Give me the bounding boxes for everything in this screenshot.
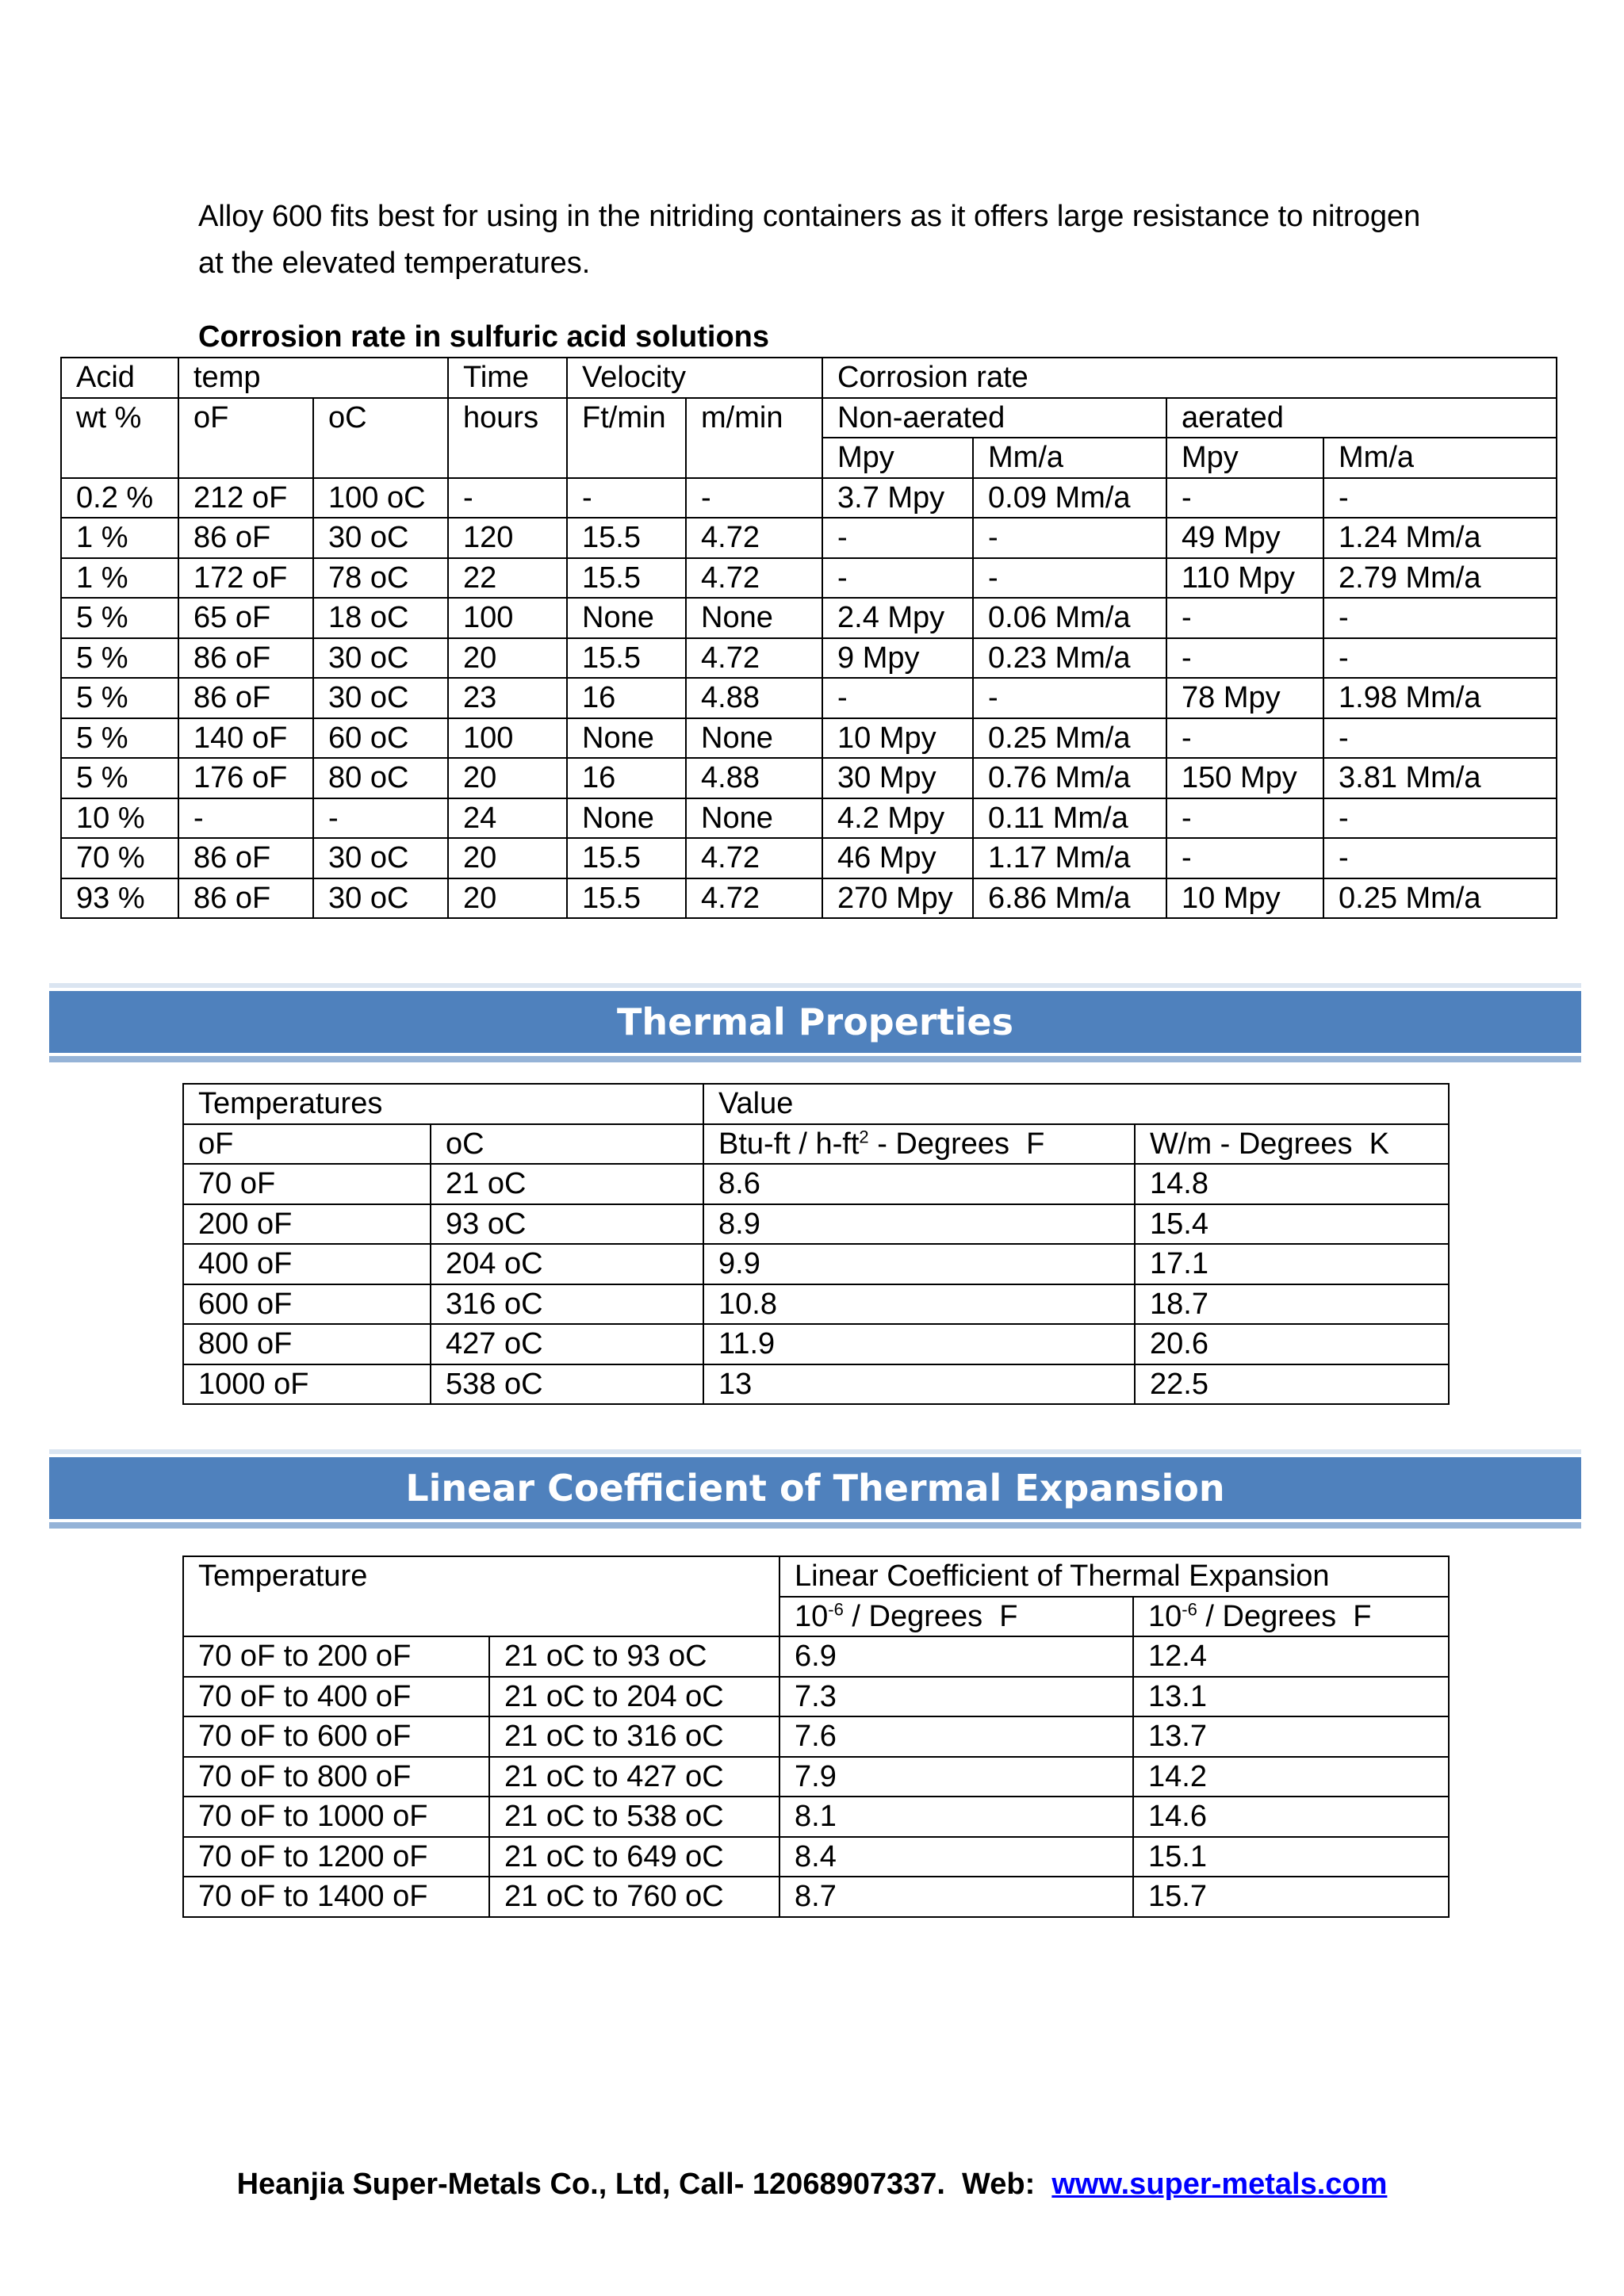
table-row (61, 518, 1557, 558)
table-cell: 13 (703, 1364, 1135, 1405)
table-cell: 20 (448, 838, 567, 878)
corrosion-table-title: Corrosion rate in sulfuric acid solutions (198, 320, 769, 354)
table-cell: 5 % (61, 598, 178, 638)
table-cell: 22 (448, 558, 567, 599)
table-cell: 93 oC (431, 1204, 703, 1245)
table-cell: 70 oF to 400 oF (183, 1677, 489, 1717)
table-cell: - (1323, 478, 1557, 519)
table-row (183, 1877, 1449, 1917)
table-cell: 4.72 (686, 558, 822, 599)
table-cell: 70 oF to 200 oF (183, 1636, 489, 1677)
table-cell: 3.7 Mpy (822, 478, 973, 519)
table-row (183, 1636, 1449, 1677)
table-header-row (183, 1124, 1449, 1165)
table-cell: 9.9 (703, 1244, 1135, 1284)
table-row (183, 1164, 1449, 1204)
table-cell: 100 oC (313, 478, 448, 519)
table-row (183, 1204, 1449, 1245)
table-cell: 20.6 (1135, 1324, 1449, 1364)
table-cell: 9 Mpy (822, 638, 973, 679)
table-cell: 70 oF to 1200 oF (183, 1837, 489, 1877)
table-cell: 0.25 Mm/a (973, 718, 1166, 759)
table-cell: 86 oF (178, 638, 313, 679)
header-cell (779, 1597, 1133, 1637)
unit-superscript: -6 (1182, 1599, 1197, 1620)
table-cell: 21 oC to 649 oC (489, 1837, 779, 1877)
table-cell: 204 oC (431, 1244, 703, 1284)
table-cell: 5 % (61, 638, 178, 679)
header-cell (1133, 1597, 1449, 1637)
table-row (183, 1797, 1449, 1837)
unit-text: 10 (1148, 1599, 1182, 1633)
table-cell: None (567, 718, 686, 759)
banner-top-rule (49, 983, 1581, 988)
website-link[interactable]: www.super-metals.com (1051, 2168, 1388, 2201)
table-cell: 13.7 (1133, 1716, 1449, 1757)
table-cell: 100 (448, 718, 567, 759)
table-cell: 21 oC to 538 oC (489, 1797, 779, 1837)
table-cell: 70 oF to 800 oF (183, 1757, 489, 1797)
table-cell: 78 oC (313, 558, 448, 599)
table-cell: 7.9 (779, 1757, 1133, 1797)
table-cell: - (822, 518, 973, 558)
table-row (61, 838, 1557, 878)
table-row (61, 878, 1557, 919)
table-row (183, 1757, 1449, 1797)
header-cell: Linear Coefficient of Thermal Expansion (779, 1556, 1449, 1597)
banner-top-rule (49, 1449, 1581, 1454)
unit-superscript: -6 (828, 1599, 844, 1620)
table-cell: 86 oF (178, 878, 313, 919)
header-cell: m/min (686, 398, 822, 478)
table-cell: - (1166, 718, 1323, 759)
table-cell: 1.17 Mm/a (973, 838, 1166, 878)
table-cell: 15.5 (567, 518, 686, 558)
header-cell: oF (178, 398, 313, 478)
corrosion-table (60, 357, 1557, 919)
table-cell: - (973, 518, 1166, 558)
table-cell: 100 (448, 598, 567, 638)
thermal-properties-banner: Thermal Properties (49, 991, 1581, 1053)
table-cell: 14.6 (1133, 1797, 1449, 1837)
table-cell: 8.4 (779, 1837, 1133, 1877)
table-cell: 0.25 Mm/a (1323, 878, 1557, 919)
table-cell: 800 oF (183, 1324, 431, 1364)
header-cell: Corrosion rate (822, 358, 1557, 398)
footer-contact-text: Heanjia Super-Metals Co., Ltd, Call- 12068907337. Web: (236, 2168, 1052, 2201)
table-cell: 110 Mpy (1166, 558, 1323, 599)
table-cell: 15.7 (1133, 1877, 1449, 1917)
table-cell: 6.86 Mm/a (973, 878, 1166, 919)
table-cell: 0.09 Mm/a (973, 478, 1166, 519)
table-cell: None (686, 718, 822, 759)
table-cell: 5 % (61, 678, 178, 718)
table-cell: 8.1 (779, 1797, 1133, 1837)
table-row (183, 1244, 1449, 1284)
table-cell: 30 oC (313, 518, 448, 558)
table-cell: - (567, 478, 686, 519)
table-cell: 16 (567, 758, 686, 798)
table-cell: 0.06 Mm/a (973, 598, 1166, 638)
table-row (61, 798, 1557, 839)
table-cell: 5 % (61, 718, 178, 759)
header-cell: temp (178, 358, 448, 398)
table-cell: 400 oF (183, 1244, 431, 1284)
table-cell: 16 (567, 678, 686, 718)
table-cell: 4.72 (686, 878, 822, 919)
table-cell: 270 Mpy (822, 878, 973, 919)
table-cell: 316 oC (431, 1284, 703, 1325)
table-cell: - (1166, 598, 1323, 638)
table-cell: - (1323, 718, 1557, 759)
table-cell: 4.88 (686, 758, 822, 798)
unit-text: - Degrees F (868, 1127, 1045, 1161)
header-cell: Mpy (822, 438, 973, 478)
table-cell: 21 oC to 204 oC (489, 1677, 779, 1717)
table-cell: 2.4 Mpy (822, 598, 973, 638)
table-cell: 86 oF (178, 838, 313, 878)
intro-line-1: Alloy 600 fits best for using in the nitriding containers as it offers large resistance to nitrogen (198, 200, 1421, 233)
table-cell: 86 oF (178, 678, 313, 718)
header-cell: Mpy (1166, 438, 1323, 478)
table-cell: 70 oF to 1000 oF (183, 1797, 489, 1837)
table-row (183, 1324, 1449, 1364)
table-cell: None (686, 598, 822, 638)
table-row (183, 1364, 1449, 1405)
table-cell: 1.98 Mm/a (1323, 678, 1557, 718)
table-cell: 24 (448, 798, 567, 839)
table-cell: 15.4 (1135, 1204, 1449, 1245)
table-cell: 18.7 (1135, 1284, 1449, 1325)
table-cell: 140 oF (178, 718, 313, 759)
table-cell: 22.5 (1135, 1364, 1449, 1405)
thermal-expansion-table (182, 1556, 1450, 1918)
table-cell: 30 oC (313, 838, 448, 878)
table-cell: 1000 oF (183, 1364, 431, 1405)
unit-superscript: 2 (859, 1127, 869, 1147)
header-cell: oF (183, 1124, 431, 1165)
table-cell: 538 oC (431, 1364, 703, 1405)
table-cell: - (1166, 838, 1323, 878)
table-row (183, 1837, 1449, 1877)
table-cell: 3.81 Mm/a (1323, 758, 1557, 798)
unit-text: / Degrees F (843, 1599, 1018, 1633)
header-cell: Ft/min (567, 398, 686, 478)
header-cell: Non-aerated (822, 398, 1166, 438)
table-cell: 1 % (61, 518, 178, 558)
table-cell: - (973, 678, 1166, 718)
header-cell: Value (703, 1084, 1449, 1124)
table-cell: 15.5 (567, 838, 686, 878)
table-cell: 8.6 (703, 1164, 1135, 1204)
table-cell: 30 oC (313, 678, 448, 718)
unit-text: / Degrees F (1197, 1599, 1372, 1633)
table-cell: 4.72 (686, 838, 822, 878)
header-cell: oC (313, 398, 448, 478)
table-cell: 20 (448, 638, 567, 679)
header-cell: aerated (1166, 398, 1557, 438)
table-row (61, 718, 1557, 759)
table-cell: 200 oF (183, 1204, 431, 1245)
table-cell: 21 oC to 427 oC (489, 1757, 779, 1797)
table-cell: - (1323, 838, 1557, 878)
table-cell: 4.72 (686, 638, 822, 679)
table-cell: - (1166, 798, 1323, 839)
header-cell: Time (448, 358, 567, 398)
table-cell: 212 oF (178, 478, 313, 519)
table-cell: 10 Mpy (1166, 878, 1323, 919)
header-cell: W/m - Degrees K (1135, 1124, 1449, 1165)
table-cell: 172 oF (178, 558, 313, 599)
table-cell: 120 (448, 518, 567, 558)
table-cell: 4.88 (686, 678, 822, 718)
table-header-row (183, 1556, 1449, 1597)
table-cell: 70 oF to 600 oF (183, 1716, 489, 1757)
header-cell: oC (431, 1124, 703, 1165)
header-cell: wt % (61, 398, 178, 478)
table-cell: 2.79 Mm/a (1323, 558, 1557, 599)
header-cell: Acid (61, 358, 178, 398)
table-cell: 70 oF to 1400 oF (183, 1877, 489, 1917)
table-cell: 1.24 Mm/a (1323, 518, 1557, 558)
table-row (183, 1677, 1449, 1717)
table-cell: - (822, 678, 973, 718)
table-cell: 4.2 Mpy (822, 798, 973, 839)
table-cell: 15.5 (567, 878, 686, 919)
table-cell: 150 Mpy (1166, 758, 1323, 798)
header-cell: Mm/a (973, 438, 1166, 478)
unit-text: 10 (795, 1599, 829, 1633)
table-cell: 10 % (61, 798, 178, 839)
table-cell: 13.1 (1133, 1677, 1449, 1717)
table-cell: - (1166, 478, 1323, 519)
table-row (61, 558, 1557, 599)
table-row (61, 598, 1557, 638)
table-cell: 21 oC (431, 1164, 703, 1204)
table-cell: 30 oC (313, 638, 448, 679)
thermal-expansion-banner: Linear Coefficient of Thermal Expansion (49, 1457, 1581, 1519)
table-cell: 18 oC (313, 598, 448, 638)
table-cell: 70 % (61, 838, 178, 878)
unit-text: Btu-ft / h-ft (718, 1127, 860, 1161)
table-cell: - (1323, 638, 1557, 679)
table-cell: 5 % (61, 758, 178, 798)
table-cell: 21 oC to 316 oC (489, 1716, 779, 1757)
intro-paragraph (198, 193, 1435, 287)
table-cell: 21 oC to 93 oC (489, 1636, 779, 1677)
table-cell: 20 (448, 758, 567, 798)
table-cell: 20 (448, 878, 567, 919)
table-header-row (61, 358, 1557, 398)
table-cell: - (686, 478, 822, 519)
table-cell: 15.5 (567, 638, 686, 679)
header-cell: Velocity (567, 358, 822, 398)
table-cell: - (1166, 638, 1323, 679)
table-cell: - (822, 558, 973, 599)
table-row (61, 478, 1557, 519)
table-cell: - (313, 798, 448, 839)
table-cell: 0.23 Mm/a (973, 638, 1166, 679)
table-cell: - (448, 478, 567, 519)
table-cell: 49 Mpy (1166, 518, 1323, 558)
thermal-properties-table (182, 1083, 1450, 1405)
footer (0, 2168, 1624, 2202)
table-cell: 10.8 (703, 1284, 1135, 1325)
table-row (61, 678, 1557, 718)
table-cell: 30 oC (313, 878, 448, 919)
table-cell: 23 (448, 678, 567, 718)
table-cell: 17.1 (1135, 1244, 1449, 1284)
table-cell: - (178, 798, 313, 839)
table-cell: 60 oC (313, 718, 448, 759)
table-cell: 10 Mpy (822, 718, 973, 759)
table-cell: 30 Mpy (822, 758, 973, 798)
table-cell: - (1323, 798, 1557, 839)
header-cell: Temperatures (183, 1084, 703, 1124)
table-cell: 65 oF (178, 598, 313, 638)
table-row (183, 1716, 1449, 1757)
table-row (61, 758, 1557, 798)
table-cell: 21 oC to 760 oC (489, 1877, 779, 1917)
banner-bottom-rule (49, 1056, 1581, 1062)
table-cell: None (567, 798, 686, 839)
table-cell: 0.11 Mm/a (973, 798, 1166, 839)
header-cell: Mm/a (1323, 438, 1557, 478)
table-cell: 600 oF (183, 1284, 431, 1325)
table-cell: 86 oF (178, 518, 313, 558)
header-cell: hours (448, 398, 567, 478)
table-cell: 176 oF (178, 758, 313, 798)
table-cell: None (686, 798, 822, 839)
table-cell: - (1323, 598, 1557, 638)
intro-line-2: at the elevated temperatures. (198, 247, 591, 280)
table-cell: 70 oF (183, 1164, 431, 1204)
table-cell: 0.2 % (61, 478, 178, 519)
table-cell: 93 % (61, 878, 178, 919)
banner-bottom-rule (49, 1522, 1581, 1529)
table-cell: 14.8 (1135, 1164, 1449, 1204)
table-cell: 80 oC (313, 758, 448, 798)
table-cell: 11.9 (703, 1324, 1135, 1364)
table-cell: 46 Mpy (822, 838, 973, 878)
header-cell: Temperature (183, 1556, 779, 1636)
table-cell: 14.2 (1133, 1757, 1449, 1797)
table-cell: 12.4 (1133, 1636, 1449, 1677)
table-cell: 0.76 Mm/a (973, 758, 1166, 798)
table-cell: 78 Mpy (1166, 678, 1323, 718)
table-cell: 8.9 (703, 1204, 1135, 1245)
table-cell: 1 % (61, 558, 178, 599)
table-cell: 8.7 (779, 1877, 1133, 1917)
table-cell: - (973, 558, 1166, 599)
table-header-row (183, 1084, 1449, 1124)
table-cell: 4.72 (686, 518, 822, 558)
table-cell: 15.1 (1133, 1837, 1449, 1877)
header-cell (703, 1124, 1135, 1165)
table-row (183, 1284, 1449, 1325)
table-row (61, 638, 1557, 679)
table-header-row (61, 398, 1557, 438)
table-cell: 7.6 (779, 1716, 1133, 1757)
table-cell: 6.9 (779, 1636, 1133, 1677)
table-cell: 427 oC (431, 1324, 703, 1364)
table-cell: None (567, 598, 686, 638)
table-cell: 7.3 (779, 1677, 1133, 1717)
table-cell: 15.5 (567, 558, 686, 599)
